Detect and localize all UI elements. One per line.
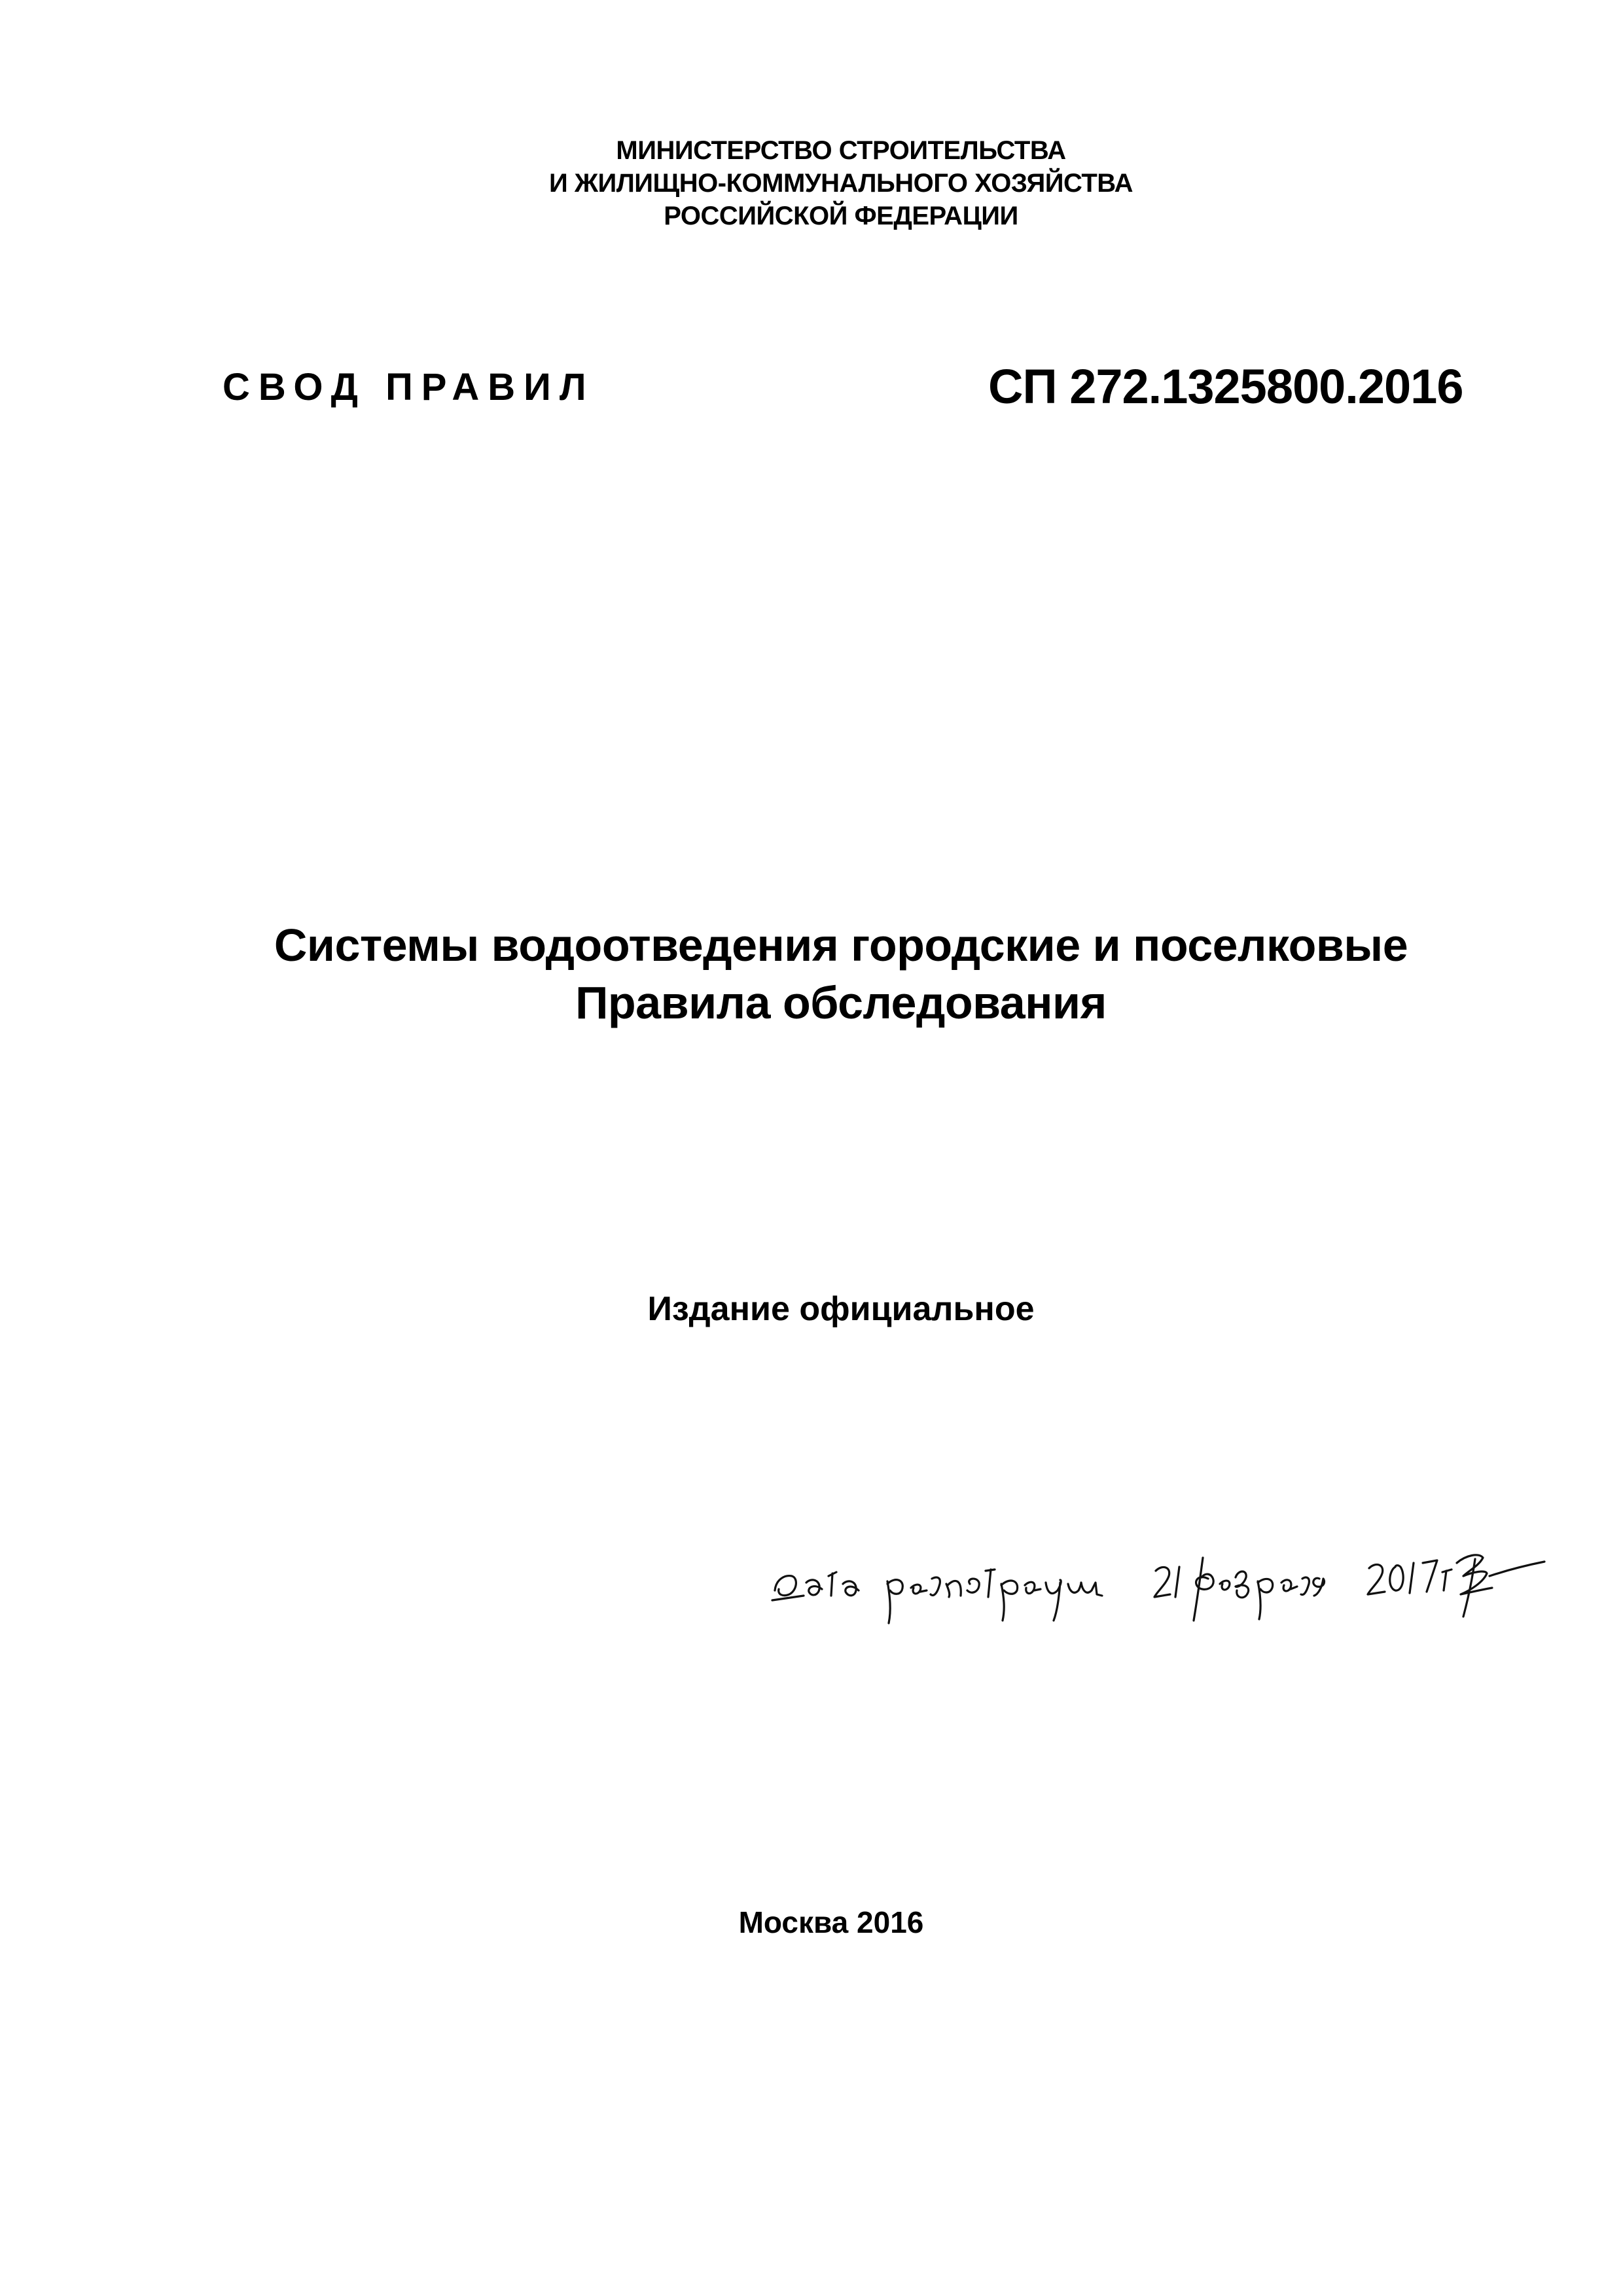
ministry-line: РОССИЙСКОЙ ФЕДЕРАЦИИ [664, 202, 1018, 230]
document-code: СП 272.1325800.2016 [988, 359, 1463, 414]
document-title [0, 916, 1623, 1031]
city-year: Москва 2016 [738, 1905, 924, 1939]
edition-label: Издание официальное [647, 1290, 1035, 1328]
handwritten-registration-note [766, 1492, 1551, 1636]
ministry-line: И ЖИЛИЩНО-КОММУНАЛЬНОГО ХОЗЯЙСТВА [548, 169, 1133, 198]
title-line: Правила обследования [575, 977, 1107, 1028]
title-line: Системы водоотведения городские и поселковые [274, 920, 1408, 971]
set-of-rules-label: СВОД ПРАВИЛ [223, 366, 595, 408]
ministry-header [0, 134, 1623, 232]
ministry-line: МИНИСТЕРСТВО СТРОИТЕЛЬСТВА [616, 136, 1066, 165]
